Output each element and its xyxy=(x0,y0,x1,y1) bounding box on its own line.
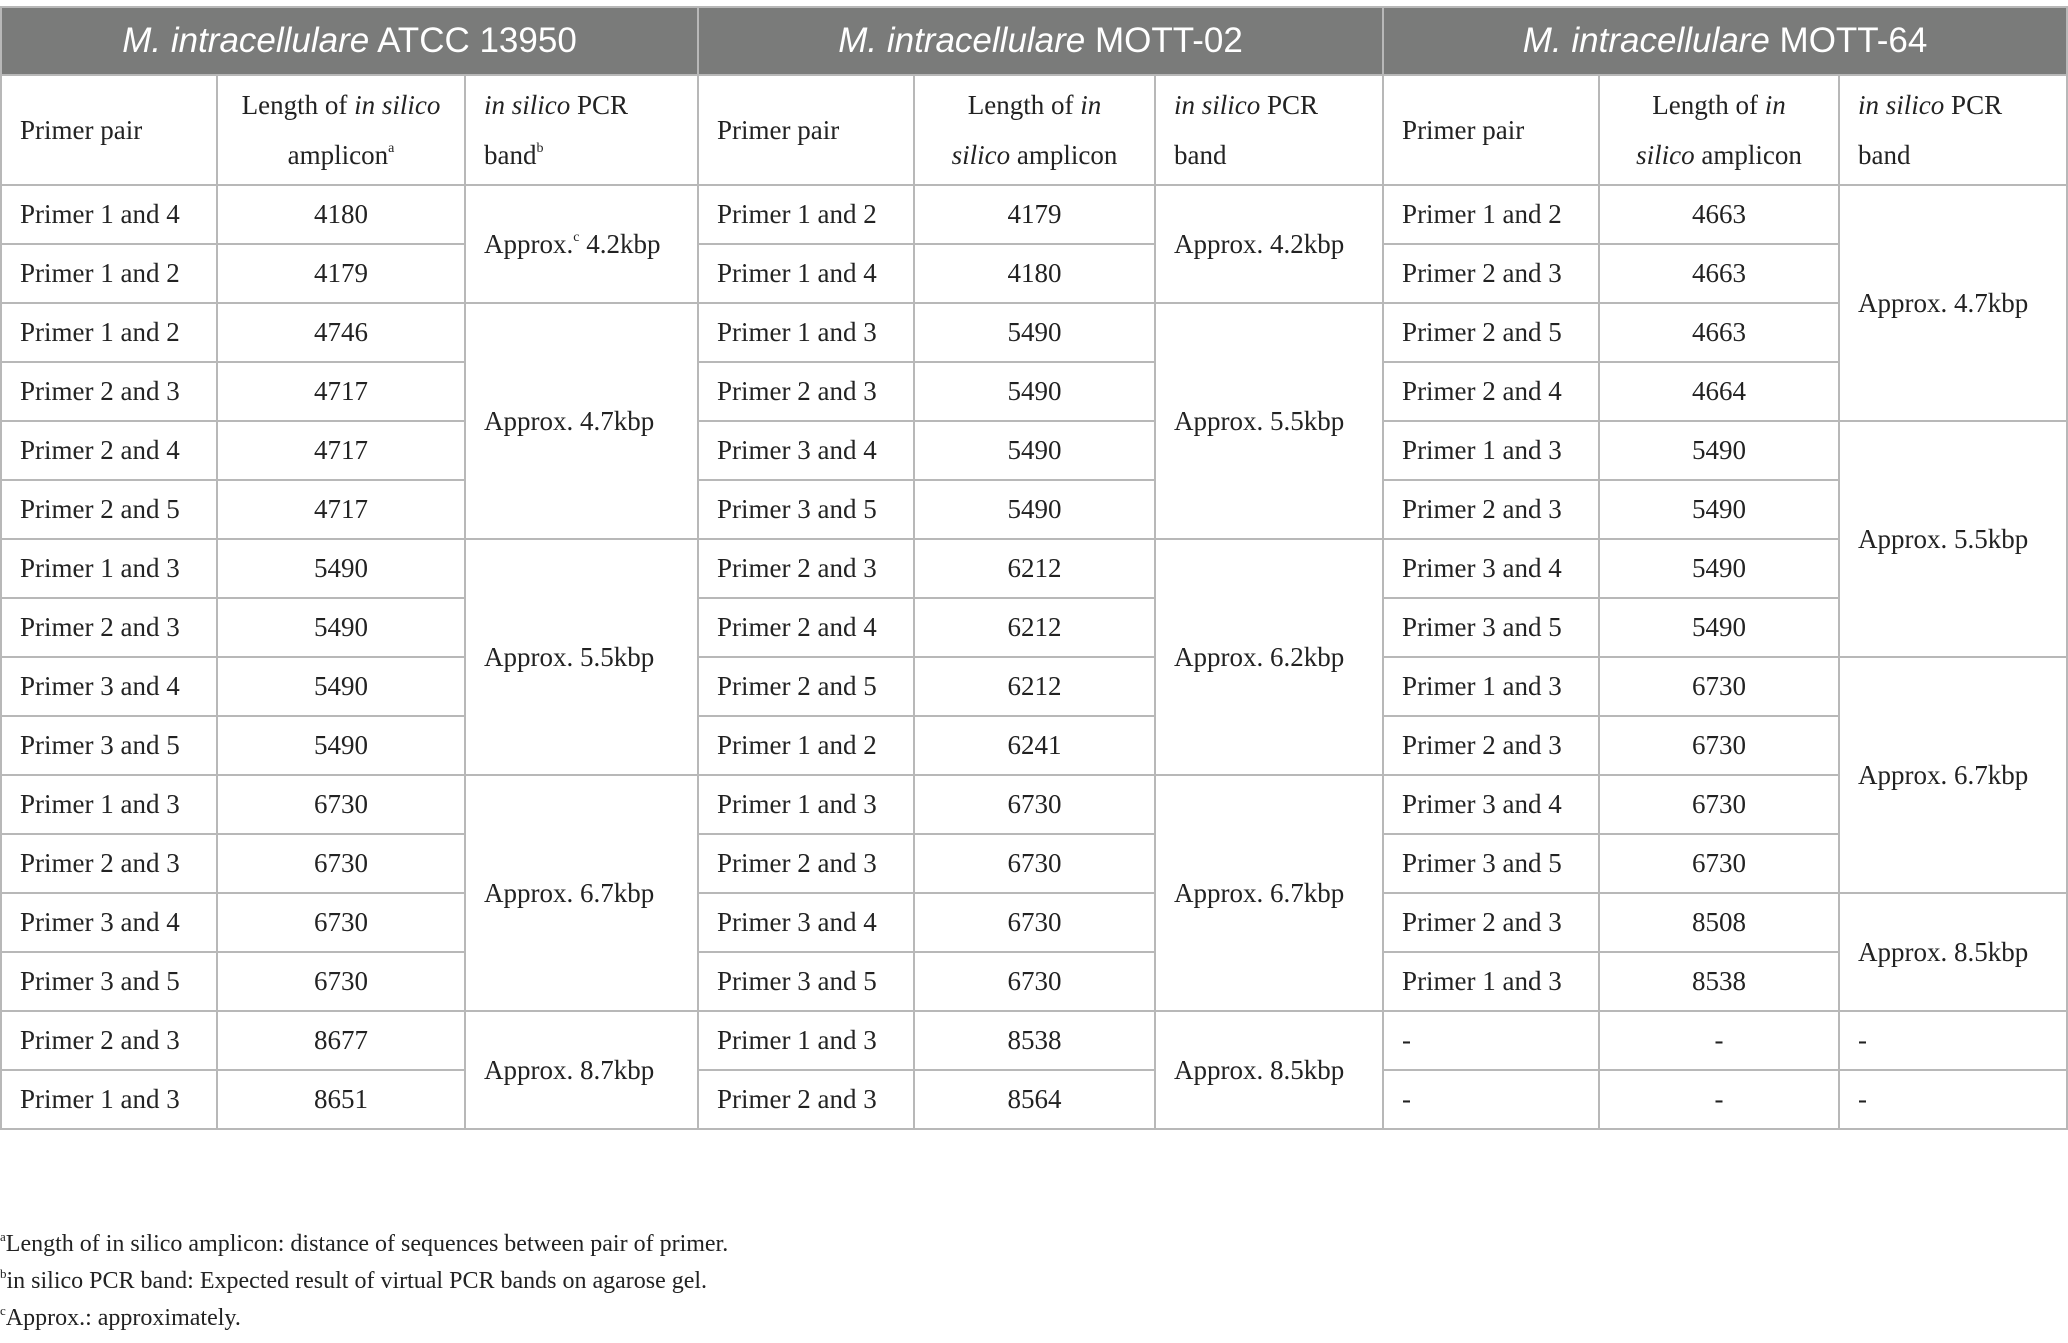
in-silico-pcr-table xyxy=(0,6,2068,1130)
primer-pair-cell: Primer 3 and 5 xyxy=(698,480,914,539)
primer-pair-cell: Primer 1 and 3 xyxy=(1383,657,1599,716)
table-body xyxy=(1,185,2067,1129)
primer-pair-cell: Primer 2 and 3 xyxy=(1383,893,1599,952)
pcr-band-cell: Approx. 4.2kbp xyxy=(1155,185,1383,303)
primer-pair-cell: Primer 3 and 4 xyxy=(1,893,217,952)
strain-header-atcc: M. intracellulare ATCC 13950 xyxy=(1,7,698,75)
amplicon-length-cell: 8564 xyxy=(914,1070,1155,1129)
amplicon-length-cell: 8508 xyxy=(1599,893,1839,952)
col-header-pcr-band: in silico PCR band$^b$ xyxy=(465,75,698,185)
amplicon-length-cell: 8677 xyxy=(217,1011,465,1070)
amplicon-length-cell: 5490 xyxy=(1599,421,1839,480)
amplicon-length-cell: 4179 xyxy=(914,185,1155,244)
primer-pair-cell: Primer 1 and 3 xyxy=(1,775,217,834)
primer-pair-cell: Primer 2 and 3 xyxy=(698,834,914,893)
primer-pair-cell: Primer 3 and 4 xyxy=(698,893,914,952)
col-header-primer-pair: Primer pair xyxy=(1383,75,1599,185)
table-row xyxy=(1,952,2067,1011)
primer-pair-cell: Primer 2 and 3 xyxy=(1383,244,1599,303)
primer-pair-cell: Primer 3 and 5 xyxy=(1383,834,1599,893)
amplicon-length-cell: 4179 xyxy=(217,244,465,303)
primer-pair-cell: Primer 2 and 5 xyxy=(698,657,914,716)
primer-pair-cell: Primer 2 and 5 xyxy=(1,480,217,539)
footnote-b: $^b$in silico PCR band: Expected result of virtual PCR bands on agarose gel. xyxy=(0,1266,708,1294)
amplicon-length-cell: 4717 xyxy=(217,362,465,421)
primer-pair-cell: Primer 1 and 2 xyxy=(698,185,914,244)
col-header-amplicon-length: Length of in silico amplicon xyxy=(914,75,1155,185)
column-header-row xyxy=(1,75,2067,185)
primer-pair-cell: Primer 1 and 3 xyxy=(1383,421,1599,480)
primer-pair-cell: Primer 3 and 5 xyxy=(1383,598,1599,657)
amplicon-length-cell: 6730 xyxy=(914,775,1155,834)
table-row xyxy=(1,1011,2067,1070)
primer-pair-cell: Primer 3 and 5 xyxy=(1,952,217,1011)
primer-pair-cell: Primer 3 and 4 xyxy=(1,657,217,716)
amplicon-length-cell: 5490 xyxy=(914,480,1155,539)
primer-pair-cell: Primer 1 and 3 xyxy=(698,775,914,834)
primer-pair-cell: Primer 1 and 2 xyxy=(1,244,217,303)
amplicon-length-cell: 4663 xyxy=(1599,244,1839,303)
pcr-band-cell xyxy=(465,185,698,303)
pcr-band-cell: Approx. 8.7kbp xyxy=(465,1011,698,1129)
amplicon-length-cell: 6730 xyxy=(217,834,465,893)
amplicon-length-cell: 6730 xyxy=(914,952,1155,1011)
amplicon-length-cell: 6730 xyxy=(217,775,465,834)
primer-pair-cell: Primer 2 and 3 xyxy=(1,834,217,893)
amplicon-length-cell: 5490 xyxy=(217,716,465,775)
table-row xyxy=(1,244,2067,303)
amplicon-length-cell: 6212 xyxy=(914,657,1155,716)
pcr-band-cell: Approx. 4.7kbp xyxy=(465,303,698,539)
amplicon-length-cell: 6212 xyxy=(914,598,1155,657)
table-row xyxy=(1,303,2067,362)
primer-pair-cell: Primer 2 and 3 xyxy=(1,362,217,421)
amplicon-length-cell: - xyxy=(1599,1070,1839,1129)
amplicon-length-cell: 6730 xyxy=(217,952,465,1011)
strain-header-row xyxy=(1,7,2067,75)
amplicon-length-cell: 4664 xyxy=(1599,362,1839,421)
table-row xyxy=(1,362,2067,421)
table-row xyxy=(1,893,2067,952)
primer-pair-cell: Primer 2 and 3 xyxy=(1383,716,1599,775)
footnotes xyxy=(0,1226,728,1337)
primer-pair-cell: Primer 3 and 4 xyxy=(698,421,914,480)
amplicon-length-cell: 6730 xyxy=(1599,657,1839,716)
col-header-primer-pair: Primer pair xyxy=(1,75,217,185)
primer-pair-cell: Primer 2 and 3 xyxy=(698,1070,914,1129)
amplicon-length-cell: 5490 xyxy=(217,598,465,657)
amplicon-length-cell: 6241 xyxy=(914,716,1155,775)
primer-pair-cell: Primer 2 and 3 xyxy=(698,539,914,598)
amplicon-length-cell: 5490 xyxy=(1599,539,1839,598)
primer-pair-cell: Primer 1 and 3 xyxy=(1,539,217,598)
amplicon-length-cell: 6730 xyxy=(217,893,465,952)
pcr-band-cell: Approx. 5.5kbp xyxy=(1155,303,1383,539)
primer-pair-cell: Primer 2 and 4 xyxy=(698,598,914,657)
primer-pair-cell: Primer 1 and 2 xyxy=(1,303,217,362)
amplicon-length-cell: 4746 xyxy=(217,303,465,362)
table-row xyxy=(1,775,2067,834)
col-header-amplicon-length: Length of in silico amplicon$^a$ xyxy=(217,75,465,185)
primer-pair-cell: Primer 1 and 4 xyxy=(698,244,914,303)
pcr-band-cell: - xyxy=(1839,1070,2067,1129)
table-row xyxy=(1,834,2067,893)
amplicon-length-cell: 4663 xyxy=(1599,303,1839,362)
amplicon-length-cell: 8538 xyxy=(1599,952,1839,1011)
col-header-amplicon-length: Length of in silico amplicon xyxy=(1599,75,1839,185)
pcr-band-cell: Approx. 6.7kbp xyxy=(1155,775,1383,1011)
amplicon-length-cell: 6730 xyxy=(914,834,1155,893)
primer-pair-cell: Primer 2 and 4 xyxy=(1,421,217,480)
primer-pair-cell: Primer 3 and 5 xyxy=(698,952,914,1011)
pcr-band-cell: Approx. 5.5kbp xyxy=(1839,421,2067,657)
table-row xyxy=(1,421,2067,480)
pcr-band-cell: Approx. 5.5kbp xyxy=(465,539,698,775)
strain-header-mott02: M. intracellulare MOTT-02 xyxy=(698,7,1383,75)
pcr-band-cell: - xyxy=(1839,1011,2067,1070)
primer-pair-cell: Primer 1 and 2 xyxy=(698,716,914,775)
footnote-c: $^c$Approx.: approximately. xyxy=(0,1303,241,1331)
table-row xyxy=(1,598,2067,657)
amplicon-length-cell: 5490 xyxy=(217,539,465,598)
col-header-pcr-band: in silico PCR band xyxy=(1839,75,2067,185)
pcr-band-cell: Approx. 6.7kbp xyxy=(465,775,698,1011)
primer-pair-cell: Primer 2 and 3 xyxy=(1,598,217,657)
table-row xyxy=(1,657,2067,716)
pcr-band-cell: Approx. 8.5kbp xyxy=(1155,1011,1383,1129)
strain-header-mott64: M. intracellulare MOTT-64 xyxy=(1383,7,2067,75)
primer-pair-cell: Primer 1 and 4 xyxy=(1,185,217,244)
amplicon-length-cell: 6730 xyxy=(1599,834,1839,893)
table-row xyxy=(1,185,2067,244)
primer-pair-cell: Primer 2 and 4 xyxy=(1383,362,1599,421)
primer-pair-cell: Primer 3 and 5 xyxy=(1,716,217,775)
primer-pair-cell: Primer 1 and 2 xyxy=(1383,185,1599,244)
primer-pair-cell: Primer 1 and 3 xyxy=(698,303,914,362)
primer-pair-cell: - xyxy=(1383,1070,1599,1129)
col-header-primer-pair: Primer pair xyxy=(698,75,914,185)
amplicon-length-cell: 4717 xyxy=(217,421,465,480)
pcr-band-cell: Approx. 4.7kbp xyxy=(1839,185,2067,421)
approx-footnote-mark: c xyxy=(573,229,580,245)
amplicon-length-cell: 4180 xyxy=(217,185,465,244)
primer-pair-cell: Primer 1 and 3 xyxy=(698,1011,914,1070)
amplicon-length-cell: 6730 xyxy=(1599,716,1839,775)
amplicon-length-cell: 5490 xyxy=(1599,598,1839,657)
amplicon-length-cell: 5490 xyxy=(914,421,1155,480)
pcr-band-cell: Approx. 8.5kbp xyxy=(1839,893,2067,1011)
amplicon-length-cell: 4180 xyxy=(914,244,1155,303)
primer-pair-cell: - xyxy=(1383,1011,1599,1070)
primer-pair-cell: Primer 3 and 4 xyxy=(1383,775,1599,834)
primer-pair-cell: Primer 2 and 3 xyxy=(1,1011,217,1070)
pcr-band-cell: Approx. 6.7kbp xyxy=(1839,657,2067,893)
amplicon-length-cell: - xyxy=(1599,1011,1839,1070)
results-table-container xyxy=(0,6,2066,1130)
amplicon-length-cell: 6212 xyxy=(914,539,1155,598)
amplicon-length-cell: 5490 xyxy=(1599,480,1839,539)
amplicon-length-cell: 8538 xyxy=(914,1011,1155,1070)
primer-pair-cell: Primer 1 and 3 xyxy=(1,1070,217,1129)
amplicon-length-cell: 6730 xyxy=(914,893,1155,952)
primer-pair-cell: Primer 2 and 5 xyxy=(1383,303,1599,362)
amplicon-length-cell: 5490 xyxy=(914,303,1155,362)
amplicon-length-cell: 6730 xyxy=(1599,775,1839,834)
table-row xyxy=(1,539,2067,598)
pcr-band-cell: Approx. 6.2kbp xyxy=(1155,539,1383,775)
col-header-pcr-band: in silico PCR band xyxy=(1155,75,1383,185)
footnote-a: $^a$Length of in silico amplicon: distance of sequences between pair of primer. xyxy=(0,1229,729,1257)
approx-value: 4.2kbp xyxy=(586,228,661,259)
amplicon-length-cell: 4663 xyxy=(1599,185,1839,244)
amplicon-length-cell: 5490 xyxy=(914,362,1155,421)
primer-pair-cell: Primer 1 and 3 xyxy=(1383,952,1599,1011)
primer-pair-cell: Primer 3 and 4 xyxy=(1383,539,1599,598)
table-row xyxy=(1,1070,2067,1129)
primer-pair-cell: Primer 2 and 3 xyxy=(1383,480,1599,539)
amplicon-length-cell: 8651 xyxy=(217,1070,465,1129)
approx-prefix: Approx. xyxy=(484,228,574,259)
amplicon-length-cell: 4717 xyxy=(217,480,465,539)
amplicon-length-cell: 5490 xyxy=(217,657,465,716)
table-row xyxy=(1,480,2067,539)
table-row xyxy=(1,716,2067,775)
primer-pair-cell: Primer 2 and 3 xyxy=(698,362,914,421)
